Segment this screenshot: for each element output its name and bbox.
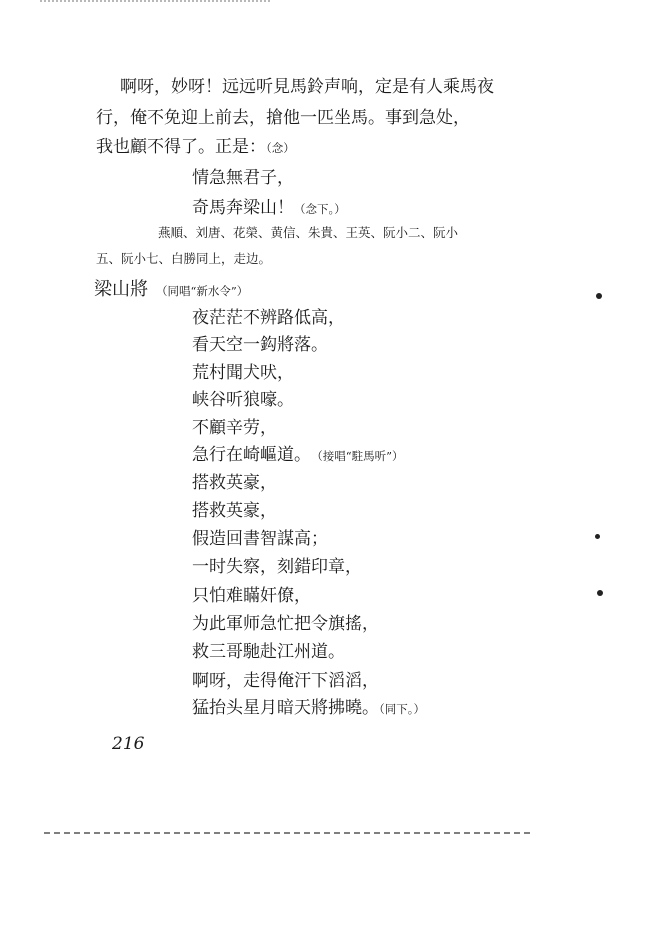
stage-direction: （念） bbox=[266, 141, 295, 155]
recited-verse: 情急無君子， bbox=[192, 168, 294, 188]
sung-verse: 看天空一鈎將落。 bbox=[192, 335, 328, 355]
stage-direction: （同下。） bbox=[379, 702, 425, 716]
stage-direction: 五、阮小七、白勝同上，走边。 bbox=[96, 251, 272, 266]
text-segment: 急行在崎嶇道。 bbox=[192, 445, 311, 465]
sung-verse: 不顧辛劳， bbox=[192, 418, 277, 438]
scan-speck bbox=[597, 590, 603, 596]
speaker-name: 梁山將 bbox=[94, 279, 148, 300]
sung-verse bbox=[192, 444, 404, 466]
sung-verse: 夜茫茫不辨路低高， bbox=[192, 308, 345, 328]
text-segment: 猛抬头星月暗天將拂曉。 bbox=[192, 698, 379, 718]
sung-verse: 救三哥馳赴江州道。 bbox=[192, 642, 345, 662]
scan-speck bbox=[595, 534, 600, 539]
sung-verse bbox=[192, 697, 425, 719]
sung-verse: 为此軍师急忙把令旗搖， bbox=[192, 614, 379, 634]
sung-verse: 搭救英豪， bbox=[192, 473, 277, 493]
stage-direction: 燕順、刘唐、花榮、黄信、朱貴、王英、阮小二、阮小 bbox=[158, 225, 459, 240]
sung-verse: 一时失察，刻錯印章， bbox=[192, 557, 362, 577]
scan-top-mark bbox=[40, 0, 270, 7]
stage-direction: （同唱“新水令”） bbox=[156, 284, 249, 298]
text-line bbox=[96, 136, 295, 158]
stage-direction: （念下。） bbox=[294, 202, 346, 216]
sung-verse: 啊呀，走得俺汗下滔滔， bbox=[192, 671, 379, 691]
sung-verse: 荒村聞犬吠， bbox=[192, 363, 294, 383]
recited-verse bbox=[192, 197, 346, 219]
scan-speck bbox=[596, 293, 602, 299]
sung-verse: 峡谷听狼嚎。 bbox=[192, 390, 294, 410]
sung-verse: 搭救英豪， bbox=[192, 501, 277, 521]
text-line: 行，俺不免迎上前去，搶他一匹坐馬。事到急处， bbox=[96, 108, 470, 128]
sung-verse: 假造回書智謀高； bbox=[192, 529, 328, 549]
scan-bottom-rule bbox=[44, 832, 530, 834]
text-line: 啊呀，妙呀！远远听見馬鈴声响，定是有人乘馬夜 bbox=[120, 77, 494, 97]
stage-direction: （接唱“駐馬听”） bbox=[317, 449, 404, 463]
sung-verse: 只怕难瞞奸僚， bbox=[192, 586, 311, 606]
speaker-label bbox=[94, 279, 248, 301]
text-segment: 我也顧不得了。正是： bbox=[96, 137, 266, 157]
text-segment: 奇馬奔梁山！ bbox=[192, 198, 294, 218]
page-number: 216 bbox=[112, 734, 145, 754]
